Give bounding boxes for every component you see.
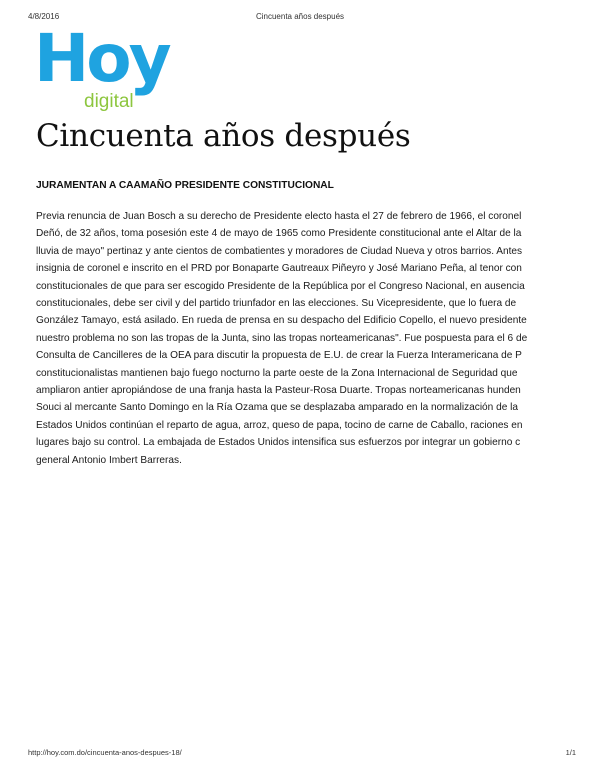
print-footer-url[interactable]: http://hoy.com.do/cincuenta-anos-despues-18/ [28, 748, 182, 757]
article-line: ampliaron antier apropiándose de una franja hasta la Pasteur-Rosa Duarte. Tropas norteamericanas hunden [36, 385, 521, 397]
logo-sub-text: digital [84, 91, 134, 112]
logo-brand-text: Hoy [34, 20, 169, 97]
article-line: Deñó, de 32 años, toma posesión este 4 de mayo de 1965 como Presidente constitucional ante el Altar de la [36, 228, 522, 240]
print-date: 4/8/2016 [28, 12, 60, 21]
article-line: constitucionalistas mantienen bajo fuego nocturno la parte oeste de la Zona Internacional de Seguridad que [36, 367, 518, 379]
article-line: Previa renuncia de Juan Bosch a su derecho de Presidente electo hasta el 27 de febrero de 1966, el coronel [36, 211, 522, 222]
article-line: lluvia de mayo" pertinaz y ante cientos de combatientes y moradores de Ciudad Nueva y otros barrios. Antes [36, 245, 523, 257]
article-headline: Cincuenta años después [36, 118, 411, 154]
article-line: Souci al mercante Santo Domingo en la Ría Ozama que se desplazaba amparado en la normalización de la [36, 402, 518, 414]
article-line: Estados Unidos continúan el reparto de agua, arroz, queso de papa, tocino de carne de Caballo, raciones en [36, 419, 523, 431]
hoy-digital-logo[interactable] [34, 20, 174, 116]
article-line: general Antonio Imbert Barreras. [36, 454, 182, 466]
article-line: Consulta de Cancilleres de la OEA para discutir la propuesta de E.U. de crear la Fuerza Interamericana de P [36, 350, 522, 362]
article-line: nuestro problema no son las tropas de la Junta, sino las tropas norteamericanas". Fue pospuesta para el 6 de [36, 332, 528, 344]
article-line: insignia de coronel e inscrito en el PRD por Bonaparte Gautreaux Piñeyro y José Mariano Peña, al tenor con [36, 263, 522, 275]
article-line: constitucionales de que para ser escogido Presidente de la República por el Congreso Nacional, en ausencia [36, 280, 525, 292]
print-page-number: 1/1 [565, 748, 576, 757]
article-line: constitucionales, debe ser civil y del partido triunfador en las elecciones. Su Vicepresidente, que lo fuera de [36, 298, 517, 310]
article-line: lugares bajo su control. La embajada de Estados Unidos intensifica sus esfuerzos por integrar un gobierno c [36, 437, 521, 449]
article-body [36, 208, 582, 468]
print-page-title: Cincuenta años después [255, 12, 345, 21]
article-subhead: JURAMENTAN A CAAMAÑO PRESIDENTE CONSTITUCIONAL [36, 180, 334, 191]
article-line: González Tamayo, está asilado. En rueda de prensa en su despacho del Edificio Copello, el nuevo presidente [36, 315, 527, 327]
